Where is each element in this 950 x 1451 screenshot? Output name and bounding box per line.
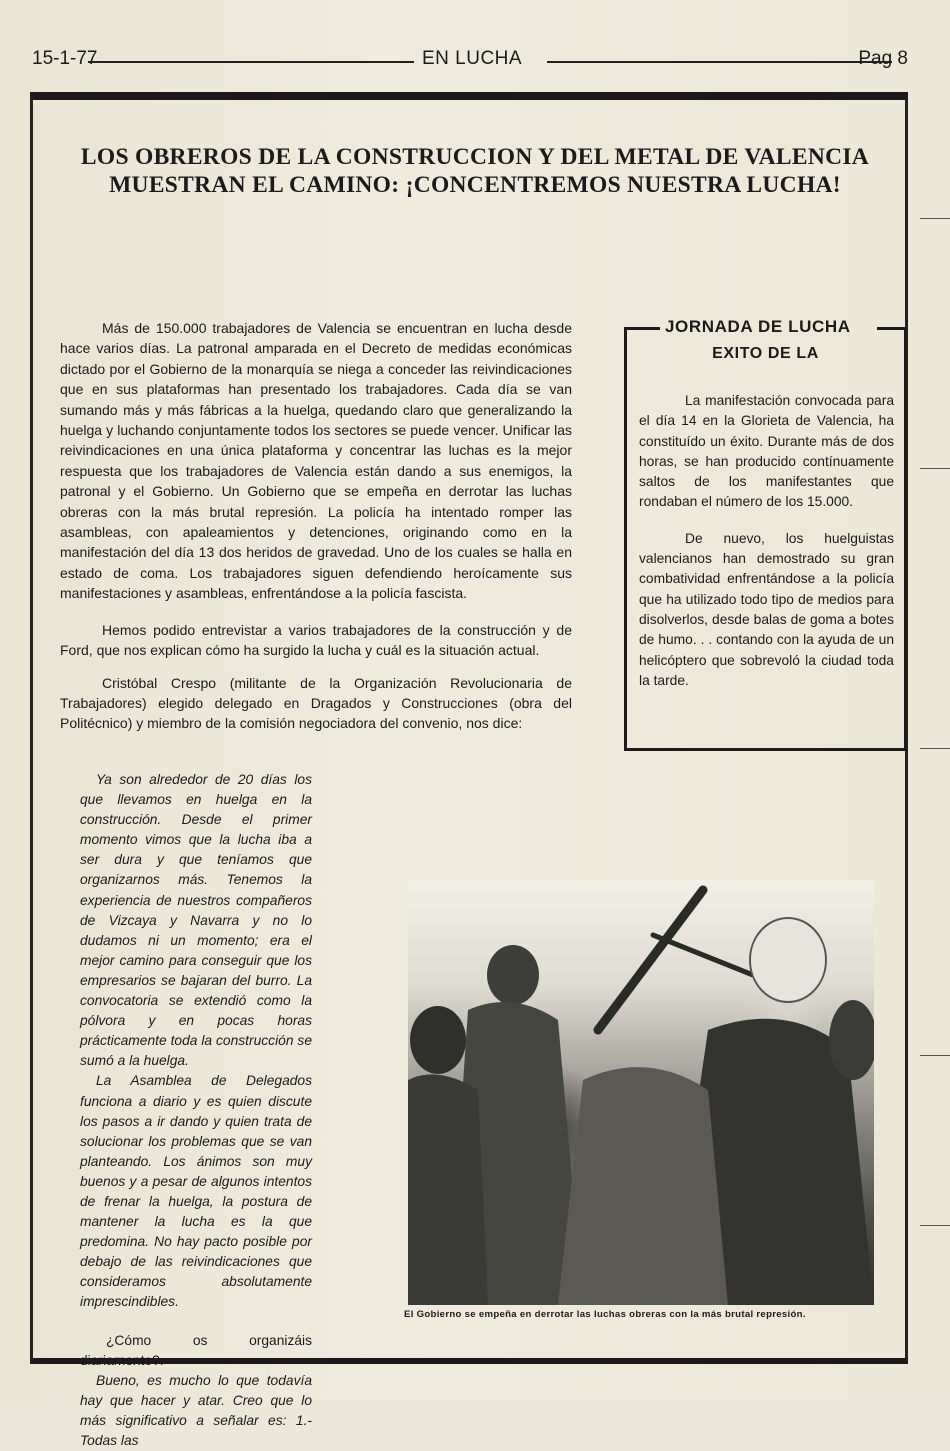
header-rule-left <box>88 61 414 63</box>
page-header <box>32 48 912 76</box>
article-body <box>60 318 572 750</box>
article-paragraph: Hemos podido entrevistar a varios trabajadores de la construcción y de Ford, que nos explican cómo ha surgido la lucha y cuál es la situación actual. <box>60 621 572 659</box>
sidebar-subtitle: EXITO DE LA <box>712 345 819 362</box>
header-rule-right <box>547 61 892 63</box>
sidebar-rule <box>877 327 907 330</box>
news-photo <box>408 880 874 1305</box>
article-headline: LOS OBREROS DE LA CONSTRUCCION Y DEL METAL DE VALENCIA MUESTRAN EL CAMINO: ¡CONCENTREMOS NUESTRA LUCHA! <box>80 144 870 198</box>
interview-answer: La Asamblea de Delegados funciona a diario y es quien discute los pasos a ir dando y quien trata de solucionar los problemas que se van planteando. Los ánimos son muy buenos y a pesar de algunos intentos de frenar la huelga, la postura de mantener la lucha es la que predomina. No hay pacto posible por debajo de las reivindicaciones que consideramos absolutamente imprescindibles. <box>80 1073 312 1310</box>
issue-date: 15-1-77 <box>32 48 98 69</box>
page-number: Pag 8 <box>858 48 908 69</box>
sidebar-paragraph: La manifestación convocada para el día 14 en la Glorieta de Valencia, ha constituído un éxito. Durante más de dos horas, se han producido contínuamente saltos de los manifestantes que rondaban el número de los 15.000. <box>639 393 894 510</box>
sidebar-rule <box>624 327 660 330</box>
publication-name: EN LUCHA <box>422 48 523 69</box>
sidebar-paragraph: De nuevo, los huelguistas valencianos han demostrado su gran combatividad enfrentándose a la policía que ha utilizado todo tipo de medios para disolverlos, desde balas de goma a botes de humo. . . contando con la ayuda de un helicóptero que sobrevoló la ciudad toda la tarde. <box>639 530 894 688</box>
interview-question: ¿Cómo os organizáis diariamente?. <box>80 1332 312 1368</box>
sidebar-box <box>624 317 907 751</box>
photo-caption: El Gobierno se empeña en derrotar las luchas obreras con la más brutal represión. <box>404 1309 806 1320</box>
interview-answer: Ya son alrededor de 20 días los que llevamos en huelga en la construcción. Desde el primer momento vimos que la lucha iba a ser dura y que teníamos que organizarnos más. Tenemos la experiencia de nuestros compañeros de Vizcaya y Navarra y no lo dudamos ni un momento; era el mejor camino para conseguir que los empresarios se bajaran del burro. La convocatoria se extendió como la pólvora y en pocas horas prácticamente toda la construcción se sumó a la huelga. <box>80 772 312 1069</box>
sidebar-title: JORNADA DE LUCHA <box>665 317 851 336</box>
photo-illustration <box>408 880 874 1305</box>
sidebar-text <box>639 391 894 707</box>
article-paragraph: Más de 150.000 trabajadores de Valencia se encuentran en lucha desde hace varios días. La patronal amparada en el Decreto de medidas económicas dictado por el Gobierno de la monarquía se niega a conceder las reivindicaciones que en sus plataformas han presentado los trabajadores. Cada día se van sumando más y más fábricas a la huelga, quedando claro que generalizando la huelga y luchando conjuntamente todos los sectores se puede vencer. Unificar las reivindicaciones en una única plataforma y concentrar las luchas es la mejor respuesta que los trabajadores de Valencia están dando a sus enemigos, la patronal y el Gobierno. Un Gobierno que se empeña en derrotar las luchas obreras con la más brutal represión. La policía ha intentado romper las asambleas, con apaleamientos y detenciones, originando como en la manifestación del día 13 dos heridos de gravedad. Uno de los cuales se halla en estado de coma. Los trabajadores siguen defendiendo heroícamente sus manifestaciones y asambleas, enfrentándose a la policía fascista. <box>60 320 572 602</box>
interview-answer: Bueno, es mucho lo que todavía hay que hacer y atar. Creo que lo más significativo a señalar es: 1.- Todas las <box>80 1372 312 1448</box>
interview-column <box>80 770 312 1451</box>
article-paragraph: Cristóbal Crespo (militante de la Organización Revolucionaria de Trabajadores) elegido delegado en Dragados y Construcciones (obra del Politécnico) y miembro de la comisión negociadora del convenio, nos dice: <box>60 674 572 732</box>
